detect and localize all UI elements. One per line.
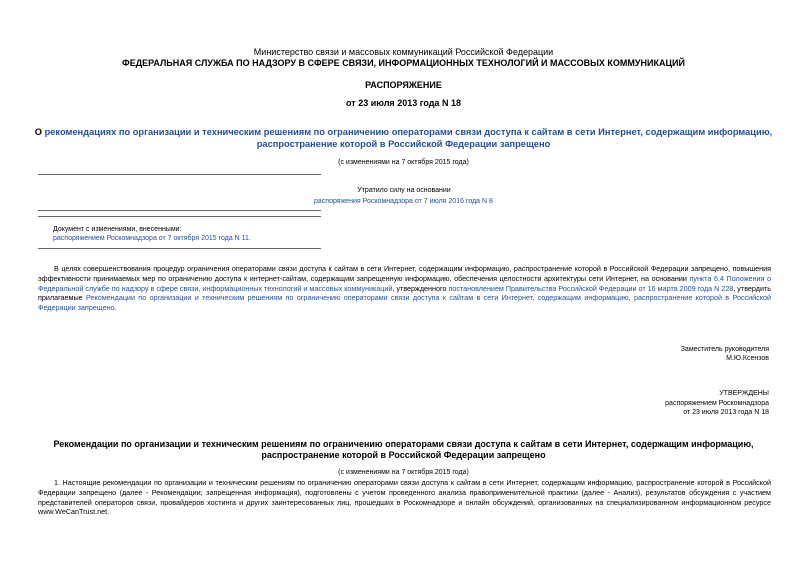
preamble-text: В целях совершенствования процедур ограничения операторами связи доступа к сайтам в сети Интернет, содержащим информацию, распространение которой в Российской Федерации запрещено, повышения эффективности принимаемых мер по ограничению доступа к интернет-сайтам, содержащим запрещенную информацию, обеспечения целостности архитектуры сети Интернет, на основании	[38, 264, 771, 283]
divider	[38, 248, 321, 249]
signature-position: Заместитель руководителя	[680, 346, 769, 353]
preamble-link-regulation[interactable]: пункта 6.4 Положения о Федеральной службе по надзору в сфере связи, информационных технологий и массовых коммуникаций	[38, 273, 772, 293]
changes-label: Документ с изменениями, внесенными:	[53, 226, 182, 233]
status-link[interactable]: распоряжения Роскомнадзора от 7 июля 2016 года N 8	[314, 198, 493, 205]
title-link[interactable]: рекомендациях по организации и техническим решениям по ограничению операторами связи доступа к сайтам в сети Интернет, содержащим информацию,	[44, 127, 773, 137]
approved-label: УТВЕРЖДЕНЫ	[719, 390, 769, 397]
changes-link[interactable]: распоряжением Роскомнадзора от 7 октября 2015 года N 11.	[53, 235, 251, 242]
preamble-text: , утвердить прилагаемые	[38, 283, 772, 303]
divider	[38, 174, 321, 175]
document-type: РАСПОРЯЖЕНИЕ	[365, 80, 442, 90]
section-amendment-note: (с изменениями на 7 октября 2015 года)	[338, 469, 469, 476]
section-title: Рекомендации по организации и техническим решениям по ограничению операторами связи доступа к сайтам в сети Интернет, содержащим информацию,	[53, 439, 754, 449]
document-title	[0, 126, 807, 138]
status-label: Утратило силу на основании	[357, 187, 451, 194]
document-date-number: от 23 июля 2013 года N 18	[346, 98, 461, 108]
preamble-link-recommendations[interactable]: Рекомендации по организации и техническим решениям по ограничению операторами связи доступа к сайтам в сети Интернет, содержащим информацию, распространение которой в Российской Федерации запрещено	[38, 293, 771, 313]
divider	[38, 216, 321, 217]
preamble-text: , утвержденного	[392, 283, 449, 293]
title-prefix: О	[34, 127, 45, 137]
approved-date: от 23 июля 2013 года N 18	[683, 409, 769, 416]
preamble-paragraph	[38, 264, 771, 313]
ministry-name: Министерство связи и массовых коммуникаций Российской Федерации	[253, 47, 554, 57]
amendment-note: (с изменениями на 7 октября 2015 года)	[338, 159, 469, 166]
section-title-line2: распространение которой в Российской Федерации запрещено	[261, 450, 546, 460]
approved-by: распоряжением Роскомнадзора	[665, 400, 769, 407]
divider	[38, 210, 321, 211]
document-title-line2[interactable]: распространение которой в Российской Федерации запрещено	[256, 139, 551, 149]
preamble-text: .	[114, 303, 117, 313]
point-1-paragraph: 1. Настоящие рекомендации по организации и техническим решениям по ограничению операторами связи доступа к сайтам в сети Интернет, содержащим информацию, распространение которой в Российской Федерации запрещено (далее - Рекомендации; запрещенная информация), подготовлены с учетом проведенного анализа правоприменительной практики (далее - Анализ), результатов обсуждения с участием представителей операторов связи, провайдеров хостинга и других заинтересованных лиц, прошедших в Роскомнадзоре и онлайн обсуждений, организованных на специализированном информационном ресурсе www.WeCanTrust.net.	[38, 478, 771, 517]
preamble-link-decree[interactable]: постановлением Правительства Российской Федерации от 16 марта 2009 года N 228	[448, 283, 734, 293]
signature-name: М.Ю.Ксензов	[726, 355, 769, 362]
service-name: ФЕДЕРАЛЬНАЯ СЛУЖБА ПО НАДЗОРУ В СФЕРЕ СВЯЗИ, ИНФОРМАЦИОННЫХ ТЕХНОЛОГИЙ И МАССОВЫХ КОММУНИКАЦИЙ	[122, 58, 685, 68]
